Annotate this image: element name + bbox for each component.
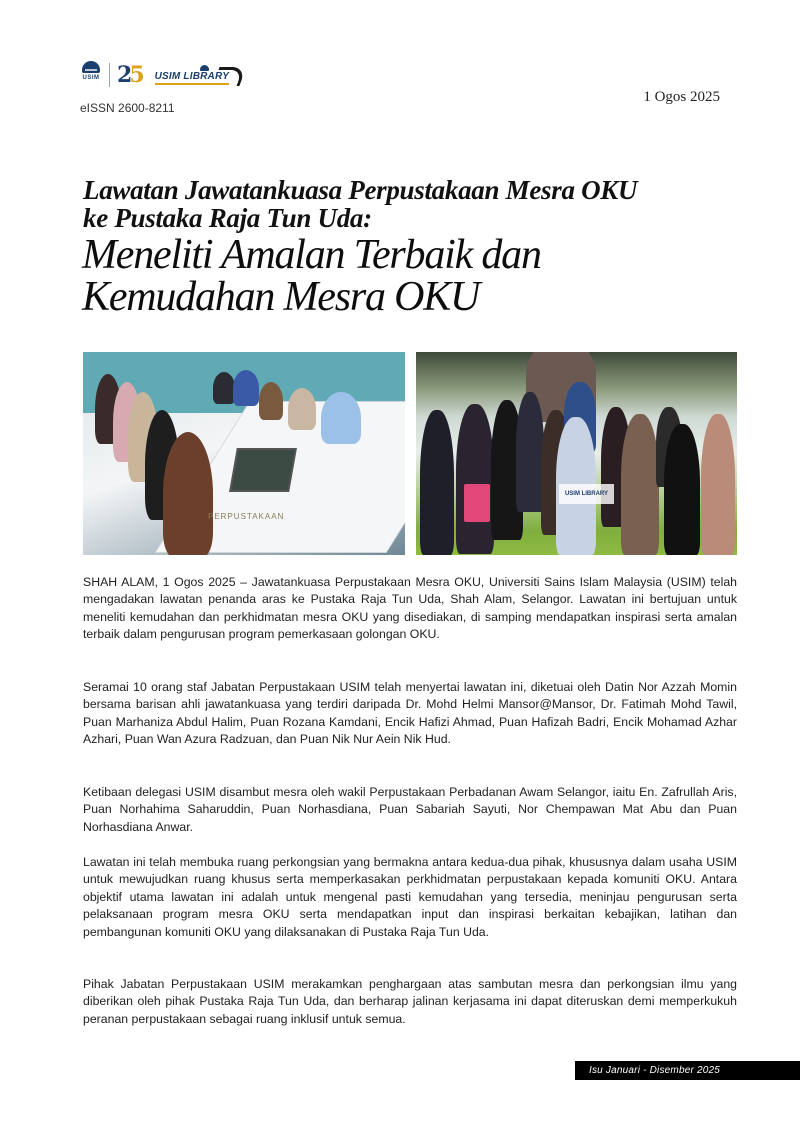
person	[420, 410, 454, 555]
anniversary-digit: 2	[117, 62, 133, 88]
anniversary-number	[117, 62, 145, 88]
issue-footer: Isu Januari - Disember 2025	[575, 1061, 800, 1080]
article-kicker	[83, 176, 743, 232]
headline-line-2: Kemudahan Mesra OKU	[82, 274, 480, 320]
person	[516, 392, 544, 512]
library-logo-text: USIM LIBRARY	[155, 71, 229, 85]
headline-line-1: Meneliti Amalan Terbaik dan	[82, 232, 541, 278]
person	[664, 424, 700, 555]
kicker-line-2: ke Pustaka Raja Tun Uda:	[83, 203, 372, 233]
dome-icon	[82, 61, 100, 73]
paragraph-3: Ketibaan delegasi USIM disambut mesra oleh wakil Perpustakaan Perbadanan Awam Selangor, iaitu En. Zafrullah Aris, Puan Norhahima Saharuddin, Puan Norhasdiana, Puan Sabariah Sayuti, Nor Chempawan Mat Abu dan Puan Norhasdiana Anwar.	[83, 785, 737, 834]
person	[701, 414, 735, 555]
article-headline	[82, 234, 752, 318]
publication-date: 1 Ogos 2025	[643, 89, 720, 105]
person	[621, 414, 659, 555]
logo-divider	[109, 63, 110, 87]
person	[288, 388, 316, 430]
anniversary-digit: 5	[129, 62, 145, 88]
person	[213, 372, 235, 404]
photo-watermark: PERPUSTAKAAN	[208, 512, 285, 521]
paragraph-5: Pihak Jabatan Perpustakaan USIM merakamkan penghargaan atas sambutan mesra dan perkongsian ilmu yang diberikan oleh pihak Pustaka Raja Tun Uda, dan berharap jalinan kerjasama ini dapat diteruskan demi memperkukuh peranan perpustakaan sebagai ruang inklusif untuk semua.	[83, 977, 737, 1026]
person	[259, 382, 283, 420]
paragraph-4: Lawatan ini telah membuka ruang perkongsian yang bermakna antara kedua-dua pihak, khususnya dalam usaha USIM untuk mewujudkan ruang khusus serta memperkasakan perkhidmatan perpustakaan kepada komuniti OKU. Antara objektif utama lawatan ini adalah untuk mengenal pasti kemudahan yang tersedia, meninjau pengurusan serta pelaksanaan program mesra OKU serta mendapatkan input dan inspirasi berkaitan kebajikan, latihan dan pembangunan komuniti OKU yang dilaksanakan di Pustaka Raja Tun Uda.	[83, 855, 737, 939]
person	[321, 392, 361, 444]
swoosh-icon	[213, 67, 247, 86]
usim-library-logo	[155, 65, 229, 85]
anniversary-logo	[117, 64, 145, 86]
person	[456, 404, 494, 554]
person	[233, 370, 259, 406]
photo-meeting-room	[83, 352, 405, 555]
usim-logo-text: USIM	[82, 75, 100, 81]
header-logos	[80, 60, 229, 90]
usim-logo	[80, 61, 102, 89]
kicker-line-1: Lawatan Jawatankuasa Perpustakaan Mesra OKU	[83, 175, 638, 205]
library-banner: USIM LIBRARY	[559, 484, 614, 504]
paragraph-2: Seramai 10 orang staf Jabatan Perpustakaan USIM telah menyertai lawatan ini, diketuai oleh Datin Nor Azzah Momin bersama barisan ahli jawatankuasa yang terdiri daripada Dr. Mohd Helmi Mansor@Mansor, Dr. Fatimah Mohd Tawil, Puan Marhaniza Abdul Halim, Puan Rozana Kamdani, Encik Hafizi Ahmad, Puan Hafizah Badri, Encik Mohamad Azhar Azhari, Puan Wan Azura Radzuan, dan Puan Nik Nur Aein Nik Hud.	[83, 680, 737, 747]
laptop	[229, 448, 297, 492]
person	[163, 432, 213, 555]
paragraph-1: SHAH ALAM, 1 Ogos 2025 – Jawatankuasa Perpustakaan Mesra OKU, Universiti Sains Islam Malaysia (USIM) telah mengadakan lawatan penanda aras ke Pustaka Raja Tun Uda, Shah Alam, Selangor. Lawatan ini bertujuan untuk meneliti kemudahan dan perkhidmatan mesra OKU yang disediakan, di samping mendapatkan inspirasi serta amalan terbaik dalam pengurusan program pemerkasaan golongan OKU.	[83, 575, 737, 642]
issn: eISSN 2600-8211	[80, 101, 175, 115]
pink-bag	[464, 484, 490, 522]
photo-group	[416, 352, 737, 555]
article-body	[83, 574, 737, 1028]
